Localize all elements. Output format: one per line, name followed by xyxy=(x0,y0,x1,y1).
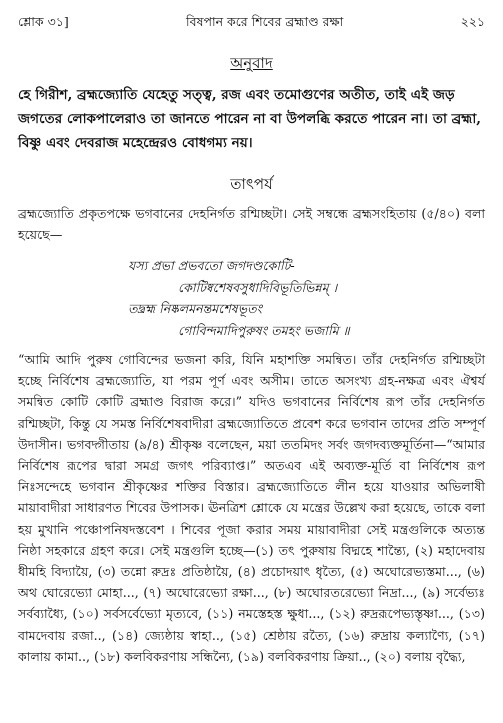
purport-heading: তাৎপর্য xyxy=(230,175,273,193)
page-number: ২২১ xyxy=(460,14,485,29)
verse-line: কোটিষ্বশেষবসুধাদিবিভূতিভিন্নম্ । xyxy=(178,279,338,295)
translation-text: হে গিরীশ, ব্রহ্মজ্যোতি যেহেতু সত্ত্ব, রজ এবং তমোগুণের অতীত, তাই এই জড় জগতের লোকপালেরাও তা জানতে পারেন না বা উপলব্ধি করতে পারেন না। তা ব্রহ্মা, বিষ্ণু এবং দেবরাজ মহেন্দ্রেরও বোধগম্য নয়। xyxy=(18,87,482,151)
verse-line: গোবিন্দমাদিপুরুষং তমহং ভজামি ॥ xyxy=(178,322,350,338)
translation-heading: অনুবাদ xyxy=(230,54,273,72)
purport-body: “আমি আদি পুরুষ গোবিন্দের ভজনা করি, যিনি মহাশক্তি সমন্বিত। তাঁর দেহনির্গত রশ্মিচ্ছটা হচ্ছে নির্বিশেষ ব্রহ্মজ্যোতি, যা পরম পূর্ণ এবং অসীম। তাতে অসংখ্য গ্রহ-নক্ষত্র এবং ঐশ্বর্য সমন্বিত কোটি কোটি ব্রহ্মাণ্ড বিরাজ করে।” যদিও ভগবানের নির্বিশেষ রূপ তাঁর দেহনির্গত রশ্মিচ্ছটা, কিন্তু যে সমস্ত নির্বিশেষবাদীরা ব্রহ্মজ্যোতিতে প্রবেশ করে ভগবান তাদের প্রতি সম্পূর্ণ উদাসীন। ভগবদ্গীতায় (৯/৪) শ্রীকৃষ্ণ বলেছেন, ময়া ততমিদং সর্বং জগদব্যক্তমূর্তিনা—“আমার নির্বিশেষ রূপের দ্বারা সমগ্র জগৎ পরিব্যাপ্ত।” অতএব এই অব্যক্ত-মূর্তি বা নির্বিশেষ রূপ নিঃসন্দেহে ভগবান শ্রীকৃষ্ণের শক্তির বিস্তার। ব্রহ্মজ্যোতিতে লীন হয়ে যাওয়ার অভিলাষী মায়াবাদীরা সাধারণত শিবের উপাসক। ঊনত্রিশ শ্লোকে যে মন্ত্রের উল্লেখ করা হয়েছে, তাকে বলা হয় মুখানি পঞ্চোপনিষদস্তবেশ । শিবের পূজা করার সময় মায়াবাদীরা সেই মন্ত্রগুলিকে অত্যন্ত নিষ্ঠা সহকারে গ্রহণ করে। সেই মন্ত্রগুলি হচ্ছে—(১) তৎ পুরুষায় বিদ্মহে শান্ত্যৈ, (২) মহাদেবায় ধীমহি বিদ্যায়ৈ, (৩) তন্নো রুদ্রঃ প্রতিষ্ঠায়ৈ, (৪) প্রচোদয়াৎ ধৃত্যৈ, (৫) অঘোরেভ্যস্তমা..., (৬) অথ ঘোরেভ্যো মোহা..., (৭) অঘোরেভ্যো রক্ষা..., (৮) অঘোরতরেভ্যো নিদ্রা..., (৯) সর্বেভ্যঃ সর্বব্যাধ্যৈ, (১০) সর্বসর্বেভ্যো মৃত্যবে, (১১) নমস্তেহস্ত ক্ষুধা..., (১২) রুদ্ররূপেভ্যস্তৃষ্ণা..., (১৩) বামদেবায় রজা.., (১৪) জ্যেষ্ঠায় স্বাহা.., (১৫) শ্রেষ্ঠায় রত্যৈ, (১৬) রুদ্রায় কল্যাণ্যৈ, (১৭) কালায় কামা.., (১৮) কলবিকরণায় সন্ধিন্যৈ, (১৯) বলবিকরণায় ক্রিয়া.., (২০) বলায় বৃদ্ধ্যৈ, xyxy=(18,352,485,664)
verse-line: তদ্ব্রহ্ম নিষ্কলমনন্তমশেষভূতং xyxy=(128,301,262,316)
verse-reference: শ্লোক ৩১] xyxy=(18,14,69,29)
running-header xyxy=(18,14,485,34)
chapter-title: বিষপান করে শিবের ব্রহ্মাণ্ড রক্ষা xyxy=(186,14,344,29)
verse-line: যস্য প্রভা প্রভবতো জগদণ্ডকোটি- xyxy=(128,258,295,273)
sanskrit-verse xyxy=(18,255,485,341)
purport-intro: ব্রহ্মজ্যোতি প্রকৃতপক্ষে ভগবানের দেহনির্গত রশ্মিচ্ছটা। সেই সম্বন্ধে ব্রহ্মসংহিতায় (৫/৪০) বলা হয়েছে— xyxy=(18,206,485,242)
